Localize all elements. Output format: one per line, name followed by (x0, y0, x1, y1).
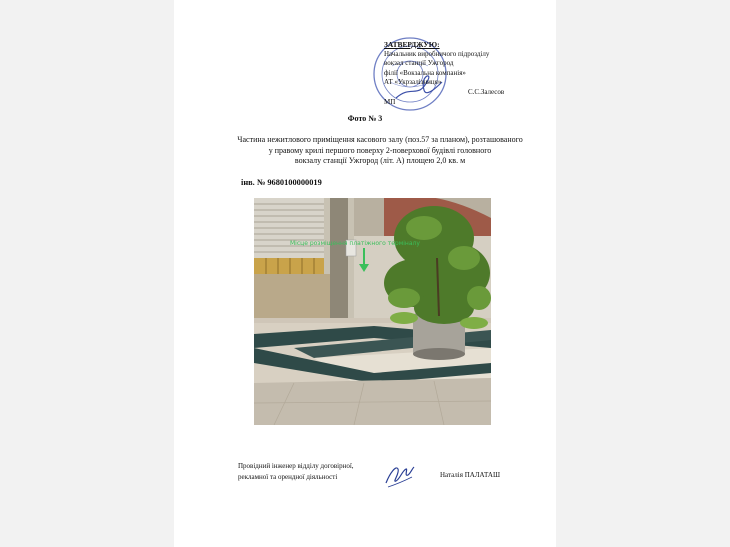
footer-role (238, 461, 354, 482)
approval-signer: С.С.Залесов (468, 87, 505, 96)
photo-title: Фото № 3 (347, 114, 383, 123)
approval-line: АТ «Укрзалізниця» (384, 78, 442, 87)
photo-caption: Місце розміщення платіжного терміналу (290, 240, 420, 247)
description (200, 135, 560, 167)
approval-line: Начальник виробничого підрозділу (384, 49, 490, 58)
approval-line: вокзал станції Ужгород (384, 59, 454, 68)
approval-heading: ЗАТВЕРДЖУЮ: (384, 40, 440, 49)
stamp-label: МП (384, 97, 396, 106)
signature-mark (382, 459, 416, 489)
description-line: Частина нежитлового приміщення касового залу (поз.57 за планом), розташованого (237, 135, 523, 144)
footer-role-line: рекламної та орендної діяльності (238, 472, 338, 481)
inventory-number: інв. № 9680100000019 (241, 178, 322, 187)
footer-role-line: Провідний інженер відділу договірної, (238, 462, 354, 470)
approval-block (384, 40, 504, 107)
description-line: вокзалу станції Ужгород (літ. А) площею 2,0 кв. м (294, 156, 466, 165)
hall-photo (254, 198, 491, 425)
description-line: у правому крилі першого поверху 2-поверхової будівлі головного (268, 145, 492, 155)
footer-name: Наталія ПАЛАТАШ (440, 471, 501, 479)
approval-line: філії «Вокзальна компанія» (384, 68, 466, 77)
